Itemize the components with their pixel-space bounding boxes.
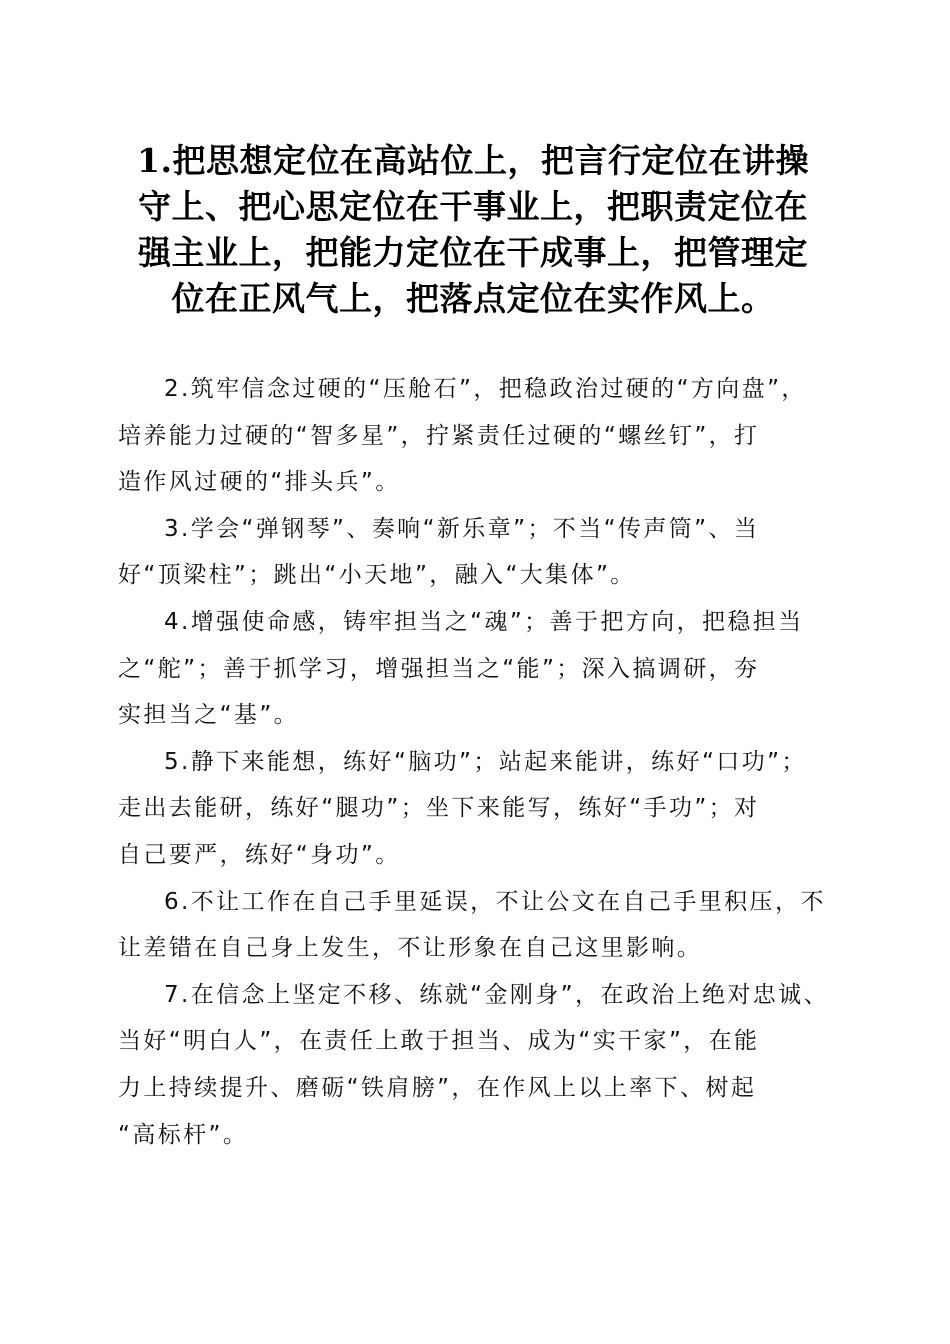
document-title — [118, 138, 828, 322]
title-line: 强主业上，把能力定位在干成事上，把管理定 — [138, 233, 808, 272]
paragraph-line: 7.在信念上坚定不移、练就“金刚身”，在政治上绝对忠诚、 — [164, 981, 829, 1008]
paragraph-line: 4.增强使命感，铸牢担当之“魂”；善于把方向，把稳担当 — [164, 608, 804, 635]
paragraph-5 — [118, 739, 830, 879]
paragraph-line: 让差错在自己身上发生，不让形象在自己这里影响。 — [118, 935, 703, 962]
paragraph-line: 力上持续提升、磨砺“铁肩膀”，在作风上以上率下、树起 — [118, 1074, 757, 1101]
title-line: 守上、把心思定位在干事业上，把职责定位在 — [138, 187, 808, 226]
paragraph-line: 6.不让工作在自己手里延误，不让公文在自己手里积压，不 — [164, 888, 826, 915]
title-line: 位在正风气上，把落点定位在实作风上。 — [171, 279, 775, 318]
paragraph-line: 2.筑牢信念过硬的“压舱石”，把稳政治过硬的“方向盘”， — [164, 376, 807, 402]
paragraph-line: 之“舵”；善于抓学习，增强担当之“能”；深入搞调研，夯 — [118, 655, 760, 682]
paragraph-6 — [118, 879, 830, 972]
document-body — [118, 366, 830, 1158]
paragraph-7 — [118, 972, 830, 1158]
paragraph-line: “高标杆”。 — [118, 1121, 249, 1148]
title-line: 1.把思想定位在高站位上，把言行定位在讲操 — [137, 141, 809, 180]
paragraph-line: 3.学会“弹钢琴”、奏响“新乐章”；不当“传声筒”、当 — [164, 515, 760, 542]
paragraph-line: 走出去能研，练好“腿功”；坐下来能写，练好“手功”；对 — [118, 795, 760, 822]
paragraph-line: 实担当之“基”。 — [118, 702, 300, 729]
paragraph-line: 5.静下来能想，练好“脑功”；站起来能讲，练好“口功”； — [164, 748, 807, 775]
paragraph-line: 自己要严，练好“身功”。 — [118, 841, 401, 868]
paragraph-line: 好“顶梁柱”；跳出“小天地”，融入“大集体”。 — [118, 562, 636, 589]
paragraph-line: 当好“明白人”，在责任上敢于担当、成为“实干家”，在能 — [118, 1028, 760, 1055]
paragraph-3 — [118, 506, 830, 599]
paragraph-4 — [118, 599, 830, 739]
paragraph-line: 培养能力过硬的“智多星”，拧紧责任过硬的“螺丝钉”，打 — [118, 422, 760, 449]
paragraph-2 — [118, 366, 830, 506]
paragraph-line: 造作风过硬的“排头兵”。 — [118, 469, 401, 496]
